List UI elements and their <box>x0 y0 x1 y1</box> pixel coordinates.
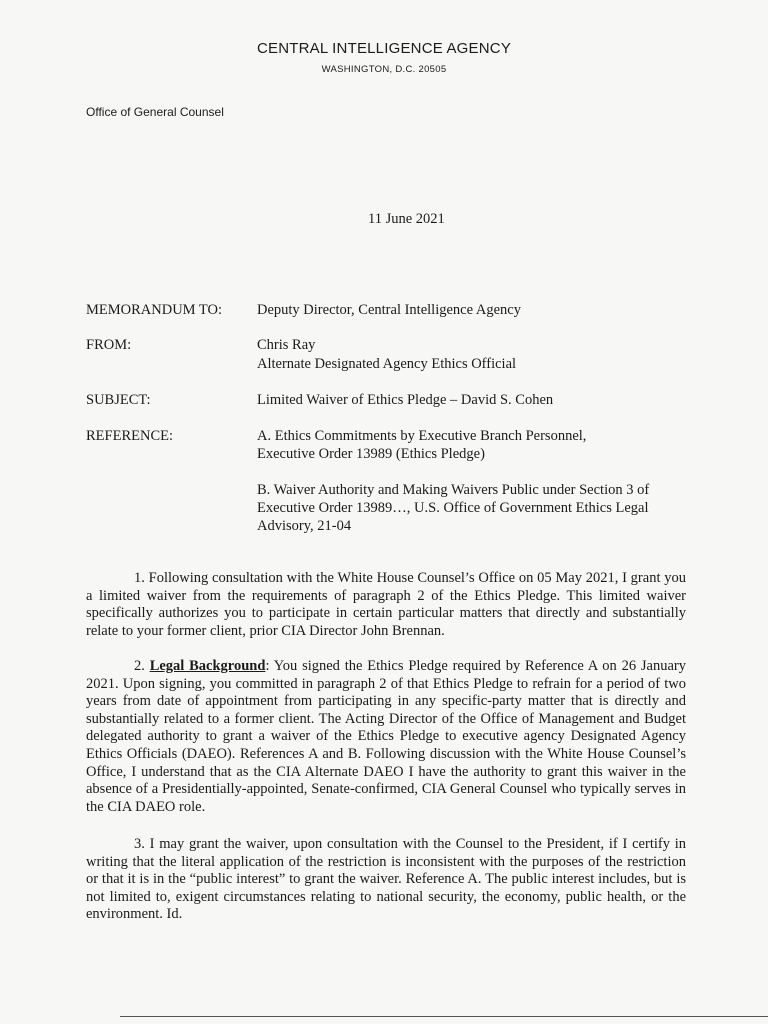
letterhead-address: WASHINGTON, D.C. 20505 <box>321 64 447 75</box>
paragraph-1-text: 1. Following consultation with the White House Counsel’s Office on 05 May 2021, I grant you a limited waiver from the requirements of paragraph 2 of the Ethics Pledge. This limited waiver specifically authorizes you to participate in certain particular matters that directly and substantially relate to your former client, prior CIA Director John Brennan. <box>86 570 686 639</box>
memo-to-label: MEMORANDUM TO: <box>86 302 223 318</box>
memo-to-value: Deputy Director, Central Intelligence Agency <box>257 302 521 318</box>
reference-a-line2: Executive Order 13989 (Ethics Pledge) <box>257 446 485 462</box>
memo-from-label: FROM: <box>86 337 132 353</box>
paragraph-1 <box>86 570 686 640</box>
reference-a-line1: A. Ethics Commitments by Executive Branch Personnel, <box>257 428 587 444</box>
office-name: Office of General Counsel <box>86 105 224 119</box>
reference-b-line2: Executive Order 13989…, U.S. Office of Government Ethics Legal <box>257 500 649 516</box>
page-bottom-rule <box>120 1016 768 1017</box>
reference-b-line1: B. Waiver Authority and Making Waivers Public under Section 3 of <box>257 482 650 498</box>
memo-subject-value: Limited Waiver of Ethics Pledge – David S. Cohen <box>257 392 554 408</box>
paragraph-2 <box>86 658 686 816</box>
memo-date: 11 June 2021 <box>368 211 445 227</box>
paragraph-2-number: 2. <box>134 658 150 674</box>
paragraph-2-text: : You signed the Ethics Pledge required by Reference A on 26 January 2021. Upon signing, you committed in paragraph 2 of that Ethics Pledge to refrain for a period of two years from date of appointment from participating in any specific-party matter that is directly and substantially related to a former client. The Acting Director of the Office of Management and Budget delegated authority to grant a waiver of the Ethics Pledge to executive agency Designated Agency Ethics Officials (DAEO). References A and B. Following discussion with the White House Counsel’s Office, I understand that as the CIA Alternate DAEO I have the authority to grant this waiver in the absence of a Presidentially-appointed, Senate-confirmed, CIA General Counsel who typically serves in the CIA DAEO role. <box>86 658 686 815</box>
reference-b-line3: Advisory, 21-04 <box>257 518 352 534</box>
paragraph-2-heading: Legal Background <box>149 658 266 674</box>
memo-from-title: Alternate Designated Agency Ethics Official <box>257 356 517 372</box>
memo-subject-label: SUBJECT: <box>86 392 151 408</box>
memo-from-name: Chris Ray <box>257 337 316 353</box>
memo-reference-label: REFERENCE: <box>86 428 174 444</box>
paragraph-3 <box>86 836 686 924</box>
letterhead-agency: CENTRAL INTELLIGENCE AGENCY <box>256 40 512 57</box>
paragraph-3-text: 3. I may grant the waiver, upon consultation with the Counsel to the President, if I certify in writing that the literal application of the restriction is inconsistent with the purposes of the restriction or that it is in the “public interest” to grant the waiver. Reference A. The public interest includes, but is not limited to, exigent circumstances relating to national security, the economy, public health, or the environment. Id. <box>86 836 686 923</box>
